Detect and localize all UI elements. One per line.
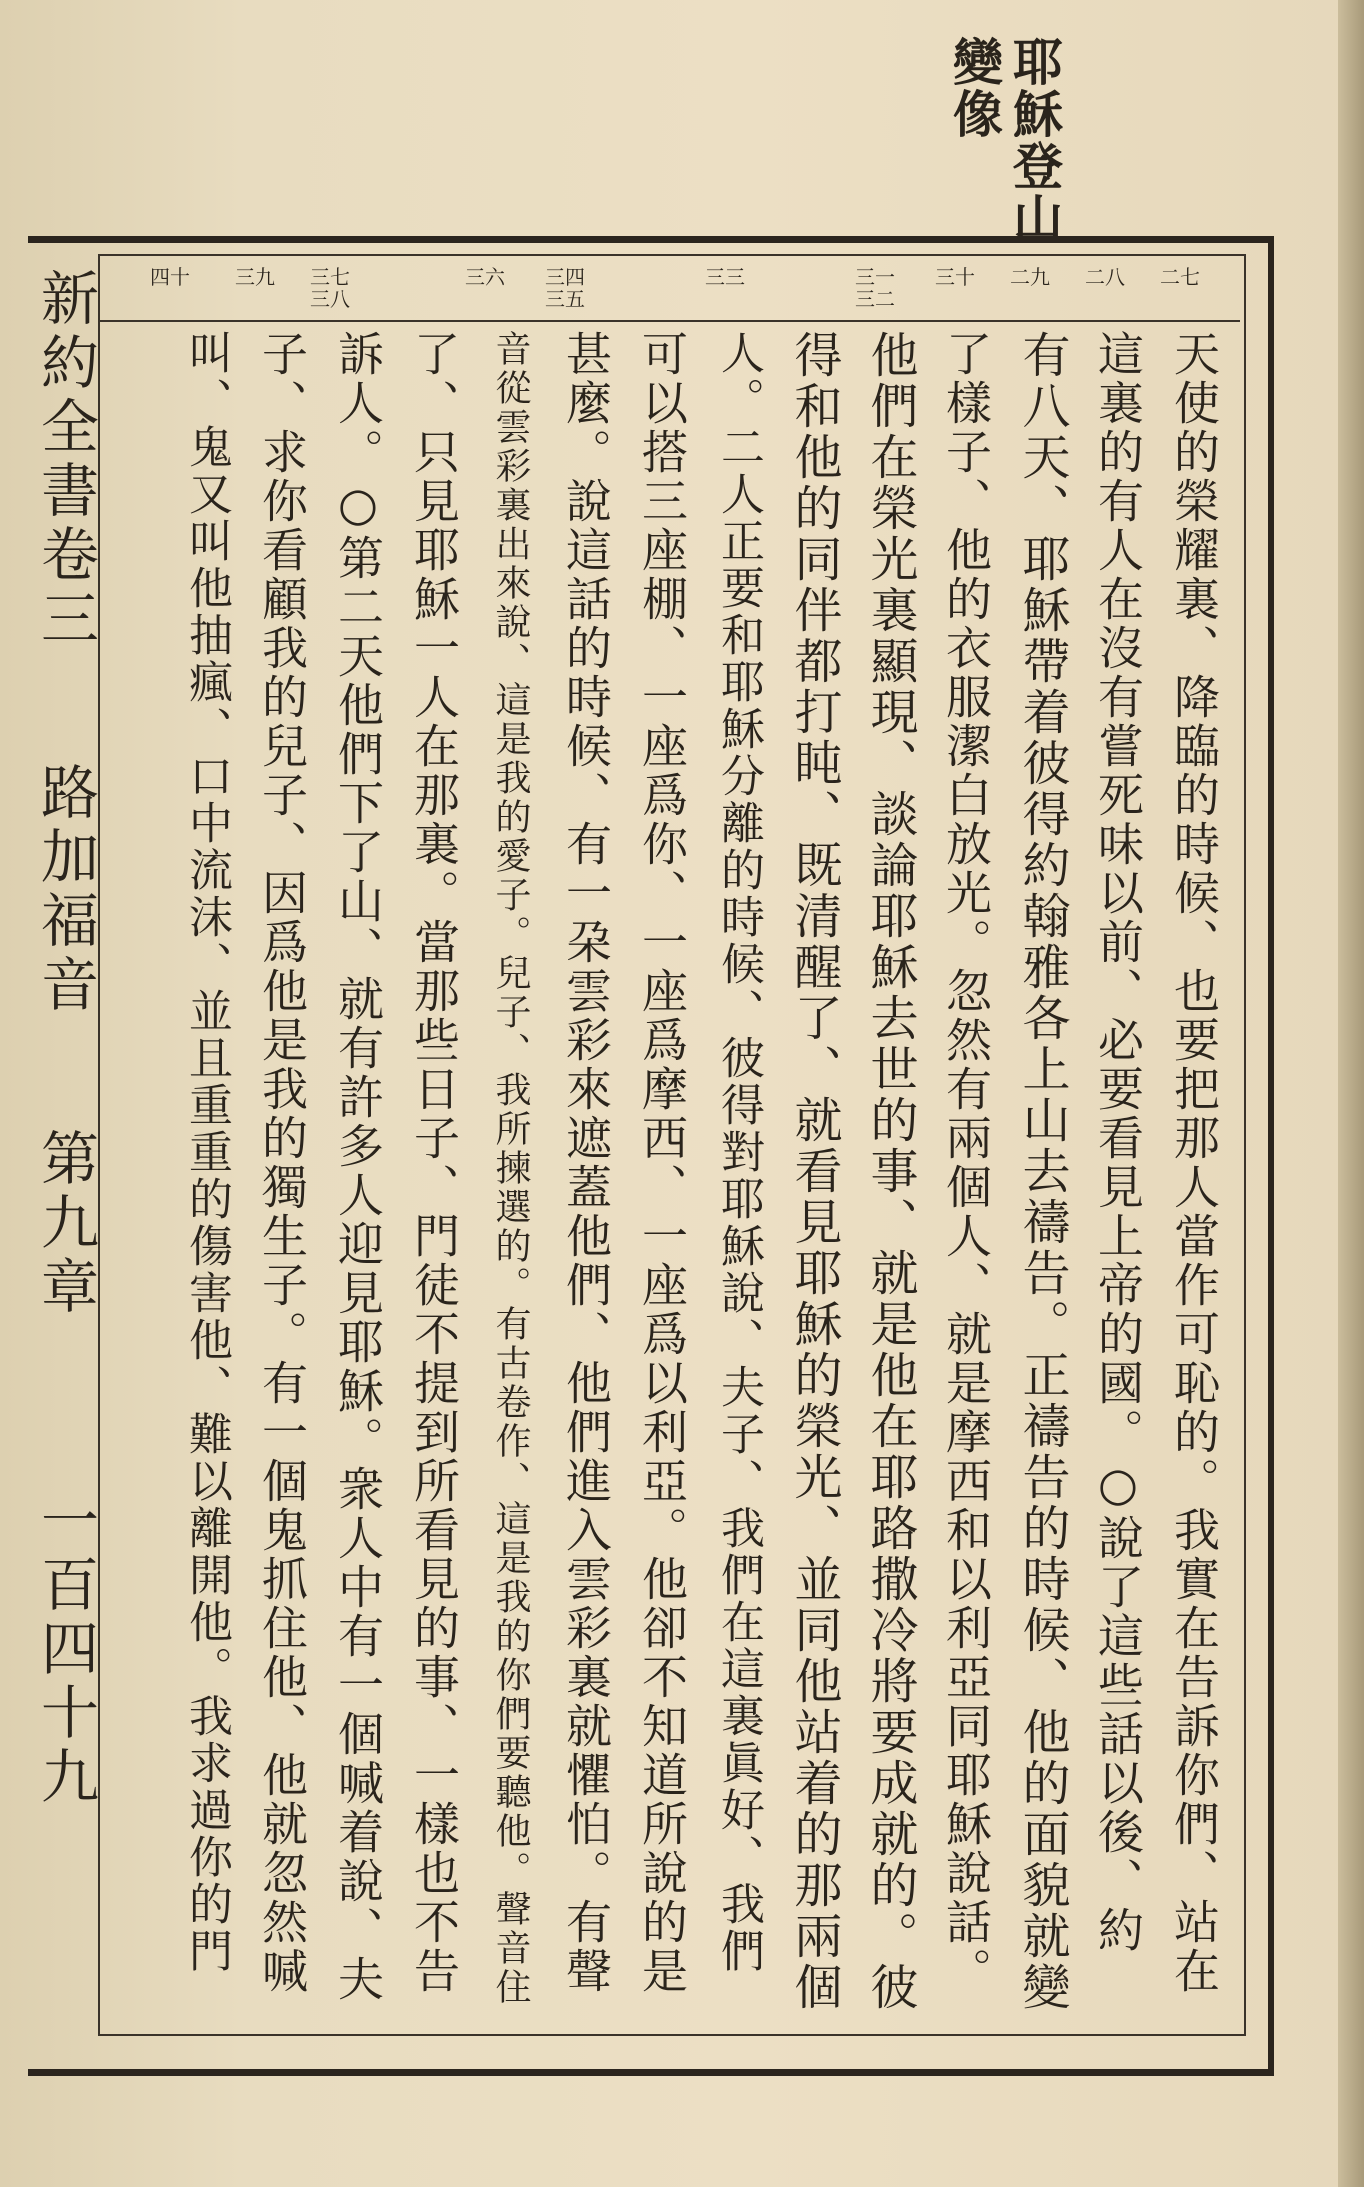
text-column: 訴人。○第二天他們下了山、就有許多人迎見耶穌。衆人中有一個喊着說、夫 (331, 330, 385, 2004)
bleed-through-text (832, 40, 884, 128)
text-column: 子、求你看顧我的兒子、因爲他是我的獨生子。有一個鬼抓住他、他就忽然喊 (255, 330, 309, 1996)
verse-number: 三十 (935, 265, 975, 289)
verse-number: 四十 (150, 265, 190, 289)
text-column: 了、只見耶穌一人在那裏。當那些日子、門徒不提到所看見的事、一樣也不告 (407, 330, 461, 1996)
verse-number: 二九 (1010, 265, 1050, 289)
text-column: 有八天、耶穌帶着彼得約翰雅各上山去禱告。正禱告的時候、他的面貌就變 (1014, 330, 1070, 2013)
text-column: 他們在榮光裏顯現、談論耶穌去世的事、就是他在耶路撒冷將要成就的。彼 (862, 330, 918, 2013)
page-number: 一百四十九 (31, 1490, 99, 1810)
text-column: 音從雲彩裏出來說、這是我的愛子。兒子、我所揀選的。有古卷作、這是我的你們要聽他。聲音住 (490, 330, 531, 2007)
verse-number: 三九 (235, 265, 275, 289)
verse-number: 三一 三二 (855, 265, 895, 311)
verse-number: 二八 (1085, 265, 1125, 289)
margin-running-title (30, 268, 100, 1810)
book-spine (1338, 0, 1364, 2187)
verse-number: 二七 (1160, 265, 1200, 289)
text-column: 叫、鬼又叫他抽瘋、口中流沫、並且重重的傷害他、難以離開他。我求過你的門 (181, 330, 232, 1975)
text-column: 得和他的同伴都打盹、既清醒了、就看見耶穌的榮光、並同他站着的那兩個 (786, 330, 842, 2013)
verse-number: 三四 三五 (545, 265, 585, 311)
verse-number: 三七 三八 (310, 265, 350, 311)
book-title: 新約全書卷三 (31, 268, 99, 652)
text-column: 甚麼。說這話的時候、有一朶雲彩來遮蓋他們、他們進入雲彩裏就懼怕。有聲 (559, 330, 613, 1996)
verse-number: 三三 (705, 265, 745, 289)
text-column: 這裏的有人在沒有嘗死味以前、必要看見上帝的國。○說了這些話以後、約 (1091, 330, 1145, 1955)
text-column: 了樣子、他的衣服潔白放光。忽然有兩個人、就是摩西和以利亞同耶穌說話。 (939, 330, 993, 1996)
heading-line-2: 變像 (945, 36, 1004, 140)
section-heading (944, 36, 1064, 244)
text-column: 人。二人正要和耶穌分離的時候、彼得對耶穌說、夫子、我們在這裏眞好、我們 (713, 330, 764, 1975)
chapter-label: 第九章 (31, 1128, 99, 1320)
heading-line-1: 耶穌登山 (1005, 36, 1064, 244)
text-column: 可以搭三座棚、一座爲你、一座爲摩西、一座爲以利亞。他卻不知道所說的是 (635, 330, 689, 1996)
text-column: 天使的榮耀裏、降臨的時候、也要把那人當作可恥的。我實在告訴你們、站在 (1167, 330, 1221, 1996)
gospel-name: 路加福音 (31, 762, 99, 1018)
verse-number: 三六 (465, 265, 505, 289)
